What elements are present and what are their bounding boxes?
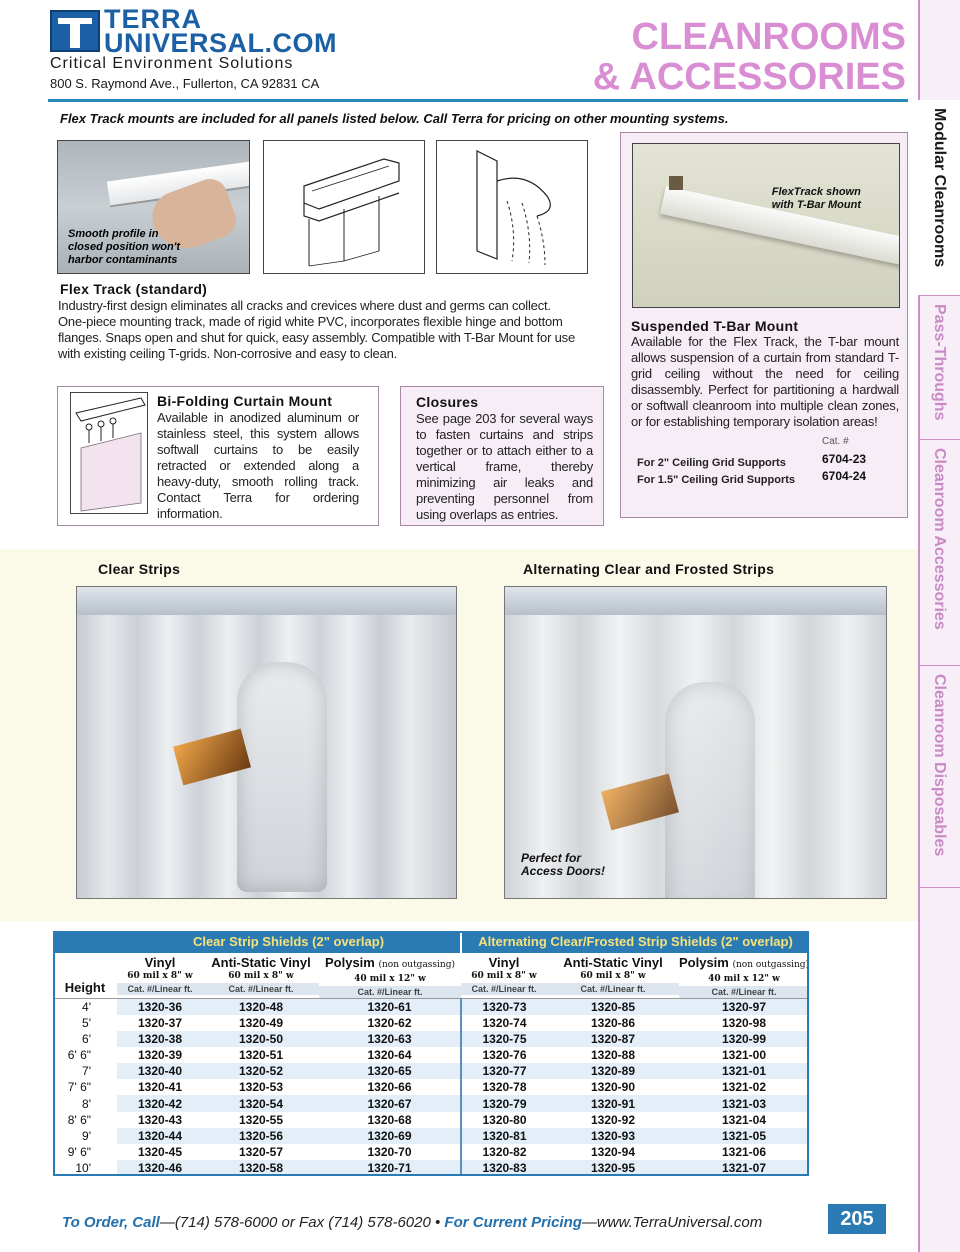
closures-description: See page 203 for several ways to fasten curtains and strips together or to attach either to a vertical frame, thereby minimizing air leaks and preventing personnel from using overlaps as entries. — [416, 411, 593, 522]
column-subtitle: (non outgassing) — [732, 960, 810, 970]
flex-photo-caption — [68, 228, 180, 267]
table-row — [53, 1063, 809, 1079]
table-row — [53, 1112, 809, 1128]
catalog-number-cell: 1321-02 — [679, 1079, 809, 1095]
column-name-text: Polysim — [324, 955, 375, 970]
tbar-cat-number: 6704-24 — [822, 469, 867, 483]
table-row — [53, 1031, 809, 1047]
catalog-number-cell: 1320-71 — [319, 1160, 461, 1176]
catalog-number-cell: 1320-67 — [319, 1095, 461, 1111]
height-cell: 8' 6" — [53, 1112, 117, 1128]
tbar-photo-caption — [772, 186, 861, 212]
height-cell: 6' — [53, 1031, 117, 1047]
side-tab-pass-throughs[interactable]: Pass-Throughs — [918, 296, 960, 440]
ceiling-graphic — [505, 587, 886, 615]
page-number: 205 — [828, 1204, 886, 1234]
catalog-number-cell: 1320-97 — [679, 999, 809, 1016]
catalog-number-cell: 1320-49 — [203, 1015, 319, 1031]
catalog-number-cell: 1320-55 — [203, 1112, 319, 1128]
column-name-text: Anti-Static Vinyl — [211, 955, 311, 970]
catalog-number-cell: 1320-90 — [547, 1079, 679, 1095]
tbar-clip-graphic — [669, 176, 683, 190]
height-cell: 9' 6" — [53, 1144, 117, 1160]
catalog-number-cell: 1320-77 — [461, 1063, 547, 1079]
catalog-number-cell: 1320-64 — [319, 1047, 461, 1063]
catalog-number-cell: 1320-43 — [117, 1112, 203, 1128]
tbar-cat-number: 6704-23 — [822, 452, 867, 466]
column-header — [203, 953, 319, 999]
flex-track-title: Flex Track (standard) — [60, 281, 208, 297]
catalog-number-cell: 1320-65 — [319, 1063, 461, 1079]
column-dimensions: 60 mil x 8" w — [471, 971, 537, 981]
column-name — [203, 955, 319, 970]
catalog-number-cell: 1321-03 — [679, 1095, 809, 1111]
catalog-number-cell: 1321-05 — [679, 1128, 809, 1144]
catalog-number-cell: 1320-38 — [117, 1031, 203, 1047]
catalog-number-cell: 1320-48 — [203, 999, 319, 1016]
catalog-number-cell: 1321-06 — [679, 1144, 809, 1160]
height-cell: 10' — [53, 1160, 117, 1176]
height-cell: 5' — [53, 1015, 117, 1031]
header-divider — [48, 99, 908, 102]
table-row — [53, 1128, 809, 1144]
catalog-number-cell: 1320-79 — [461, 1095, 547, 1111]
ceiling-graphic — [77, 587, 456, 615]
mount-note: Flex Track mounts are included for all panels listed below. Call Terra for pricing on other mounting systems. — [60, 111, 729, 126]
height-cell: 7' — [53, 1063, 117, 1079]
table-row — [53, 1047, 809, 1063]
catalog-number-cell: 1321-00 — [679, 1047, 809, 1063]
flex-track-description: Industry-first design eliminates all cracks and crevices where dust and germs can collect. One-piece mounting track, made of rigid white PVC, incorporates flexible hinge and bottom flanges. Snaps open and shut for quick, easy assembly. Compatible with T-Bar Mount for use with existing ceiling T-grids. Non-corrosive and easy to clean. — [58, 298, 575, 361]
tbar-cat-desc: For 1.5" Ceiling Grid Supports — [637, 474, 796, 486]
catalog-number-cell: 1320-63 — [319, 1031, 461, 1047]
strip-shield-table — [53, 931, 809, 1176]
flex-caption-line: closed position won't — [68, 241, 181, 253]
flex-caption-line: Smooth profile in — [68, 228, 159, 240]
column-name — [547, 955, 679, 970]
technician-figure — [237, 662, 327, 892]
bifold-description: Available in anodized aluminum or stainless steel, this system allows softwall curtains to be easily retracted or extended along a heavy-duty, smooth rolling track. Contact Terra for ordering information. — [157, 410, 359, 521]
catalog-number-cell: 1320-69 — [319, 1128, 461, 1144]
catalog-number-cell: 1320-44 — [117, 1128, 203, 1144]
catalog-number-cell: 1320-41 — [117, 1079, 203, 1095]
catalog-number-cell: 1320-92 — [547, 1112, 679, 1128]
bifold-drawing — [70, 392, 148, 514]
column-header — [679, 953, 809, 999]
height-cell: 7' 6" — [53, 1079, 117, 1095]
catalog-number-cell: 1320-50 — [203, 1031, 319, 1047]
table-row — [53, 1160, 809, 1176]
website-link[interactable]: —www.TerraUniversal.com — [581, 1214, 763, 1231]
catalog-number-cell: 1320-54 — [203, 1095, 319, 1111]
column-dimensions: 40 mil x 12" w — [708, 974, 780, 984]
terra-logo-mark — [50, 10, 100, 52]
catalog-number-cell: 1320-70 — [319, 1144, 461, 1160]
catalog-number-cell: 1320-83 — [461, 1160, 547, 1176]
tbar-caption-line: with T-Bar Mount — [771, 199, 861, 211]
side-tab-cleanroom-disposables[interactable]: Cleanroom Disposables — [918, 666, 960, 888]
column-name — [319, 955, 461, 973]
table-row — [53, 1144, 809, 1160]
tbar-cat-desc: For 2" Ceiling Grid Supports — [637, 457, 786, 469]
bifold-track-diagram-icon — [71, 393, 148, 514]
catalog-number-cell: 1320-46 — [117, 1160, 203, 1176]
height-cell: 9' — [53, 1128, 117, 1144]
column-subtitle: (non outgassing) — [378, 960, 455, 970]
column-dimensions: 60 mil x 8" w — [228, 971, 294, 981]
catalog-number-cell: 1321-07 — [679, 1160, 809, 1176]
column-cat-label: Cat. #/Linear ft. — [319, 986, 461, 998]
column-header — [319, 953, 461, 999]
flex-track-drawing-closed — [263, 140, 425, 274]
tbar-cat-row — [637, 452, 867, 471]
catalog-number-cell: 1320-42 — [117, 1095, 203, 1111]
tbar-title: Suspended T-Bar Mount — [631, 318, 799, 334]
flex-track-photo — [57, 140, 250, 274]
catalog-number-cell: 1320-75 — [461, 1031, 547, 1047]
alt-photo-caption — [521, 852, 605, 878]
catalog-number-cell: 1320-81 — [461, 1128, 547, 1144]
catalog-number-cell: 1320-66 — [319, 1079, 461, 1095]
side-tab-cleanroom-accessories[interactable]: Cleanroom Accessories — [918, 440, 960, 666]
catalog-number-cell: 1320-68 — [319, 1112, 461, 1128]
column-name-text: Anti-Static Vinyl — [563, 955, 663, 970]
page-title-line2: & ACCESSORIES — [592, 56, 906, 98]
column-dimensions: 40 mil x 12" w — [354, 974, 426, 984]
catalog-number-cell: 1320-37 — [117, 1015, 203, 1031]
catalog-number-cell: 1320-86 — [547, 1015, 679, 1031]
column-cat-label: Cat. #/Linear ft. — [679, 986, 809, 998]
page-title-line1: CLEANROOMS — [631, 16, 906, 58]
flex-track-drawing-open — [436, 140, 588, 274]
side-tab-modular-cleanrooms[interactable]: Modular Cleanrooms — [918, 100, 960, 296]
tagline: Critical Environment Solutions — [50, 55, 294, 72]
catalog-number-cell: 1320-98 — [679, 1015, 809, 1031]
track-open-diagram-icon — [437, 141, 588, 274]
tbar-description: Available for the Flex Track, the T-bar mount allows suspension of a curtain from standard T-grid ceiling without the need for ceiling disassembly. Perfect for partitioning a hardwall or softwall cleanroom into multiple clean zones, or for establishing temporary isolation areas! — [631, 334, 899, 429]
table-row — [53, 1015, 809, 1031]
alt-caption-line: Access Doors! — [521, 864, 606, 878]
catalog-number-cell: 1320-36 — [117, 999, 203, 1016]
group-header-alternating: Alternating Clear/Frosted Strip Shields (2" overlap) — [461, 931, 809, 953]
alt-caption-line: Perfect for — [521, 851, 582, 865]
order-label: To Order, Call — [62, 1214, 160, 1231]
catalog-number-cell: 1320-85 — [547, 999, 679, 1016]
catalog-number-cell: 1320-62 — [319, 1015, 461, 1031]
logo-universal-text[interactable]: UNIVERSAL.COM — [104, 28, 338, 58]
column-dimensions: 60 mil x 8" w — [580, 971, 646, 981]
track-closed-diagram-icon — [264, 141, 425, 274]
catalog-number-cell: 1320-80 — [461, 1112, 547, 1128]
tbar-caption-line: FlexTrack shown — [771, 186, 861, 198]
tbar-cat-row — [637, 469, 867, 488]
catalog-number-cell: 1320-88 — [547, 1047, 679, 1063]
catalog-number-cell: 1320-45 — [117, 1144, 203, 1160]
column-cat-label: Cat. #/Linear ft. — [547, 983, 679, 995]
column-name-text: Polysim — [679, 955, 729, 970]
column-cat-label: Cat. #/Linear ft. — [461, 983, 547, 995]
cat-label: Cat. # — [822, 436, 849, 447]
height-cell: 8' — [53, 1095, 117, 1111]
catalog-number-cell: 1320-53 — [203, 1079, 319, 1095]
catalog-number-cell: 1320-51 — [203, 1047, 319, 1063]
column-name-text: Vinyl — [488, 955, 520, 970]
catalog-number-cell: 1320-82 — [461, 1144, 547, 1160]
catalog-number-cell: 1320-93 — [547, 1128, 679, 1144]
column-header-height: Height — [53, 953, 117, 999]
column-header — [117, 953, 203, 999]
logo-terra-text: TERRA — [104, 4, 202, 34]
column-name-text: Vinyl — [144, 955, 176, 970]
column-dimensions: 60 mil x 8" w — [127, 971, 193, 981]
clear-strips-title: Clear Strips — [98, 561, 181, 577]
catalog-number-cell: 1320-52 — [203, 1063, 319, 1079]
column-header — [461, 953, 547, 999]
closures-title: Closures — [416, 394, 479, 410]
catalog-number-cell: 1320-57 — [203, 1144, 319, 1160]
table-corner — [53, 931, 117, 953]
column-cat-label: Cat. #/Linear ft. — [117, 983, 203, 995]
catalog-number-cell: 1320-74 — [461, 1015, 547, 1031]
catalog-number-cell: 1320-40 — [117, 1063, 203, 1079]
height-cell: 6' 6" — [53, 1047, 117, 1063]
alternating-strips-photo — [504, 586, 887, 899]
bifold-title: Bi-Folding Curtain Mount — [157, 393, 333, 409]
column-name — [679, 955, 809, 973]
pricing-label: For Current Pricing — [444, 1214, 582, 1231]
table-row — [53, 999, 809, 1016]
catalog-number-cell: 1320-78 — [461, 1079, 547, 1095]
height-cell: 4' — [53, 999, 117, 1016]
table-row — [53, 1079, 809, 1095]
catalog-number-cell: 1320-58 — [203, 1160, 319, 1176]
catalog-number-cell: 1320-91 — [547, 1095, 679, 1111]
catalog-number-cell: 1320-87 — [547, 1031, 679, 1047]
group-header-clear: Clear Strip Shields (2" overlap) — [117, 931, 461, 953]
catalog-number-cell: 1320-99 — [679, 1031, 809, 1047]
column-header — [547, 953, 679, 999]
catalog-number-cell: 1320-39 — [117, 1047, 203, 1063]
catalog-number-cell: 1320-95 — [547, 1160, 679, 1176]
clear-strips-photo — [76, 586, 457, 899]
column-name — [461, 955, 547, 970]
footer-contact — [62, 1214, 762, 1231]
alternating-strips-title: Alternating Clear and Frosted Strips — [523, 561, 775, 577]
catalog-number-cell: 1320-94 — [547, 1144, 679, 1160]
tbar-photo — [632, 143, 900, 308]
column-cat-label: Cat. #/Linear ft. — [203, 983, 319, 995]
catalog-number-cell: 1320-56 — [203, 1128, 319, 1144]
catalog-number-cell: 1320-73 — [461, 999, 547, 1016]
table-row — [53, 1095, 809, 1111]
catalog-number-cell: 1320-76 — [461, 1047, 547, 1063]
technician-figure — [665, 682, 755, 899]
catalog-number-cell: 1321-04 — [679, 1112, 809, 1128]
catalog-number-cell: 1320-61 — [319, 999, 461, 1016]
catalog-number-cell: 1321-01 — [679, 1063, 809, 1079]
order-phone[interactable]: —(714) 578-6000 or Fax (714) 578-6020 • — [159, 1214, 441, 1231]
column-name — [117, 955, 203, 970]
flex-caption-line: harbor contaminants — [68, 254, 178, 266]
address: 800 S. Raymond Ave., Fullerton, CA 92831 CA — [50, 76, 320, 91]
catalog-number-cell: 1320-89 — [547, 1063, 679, 1079]
